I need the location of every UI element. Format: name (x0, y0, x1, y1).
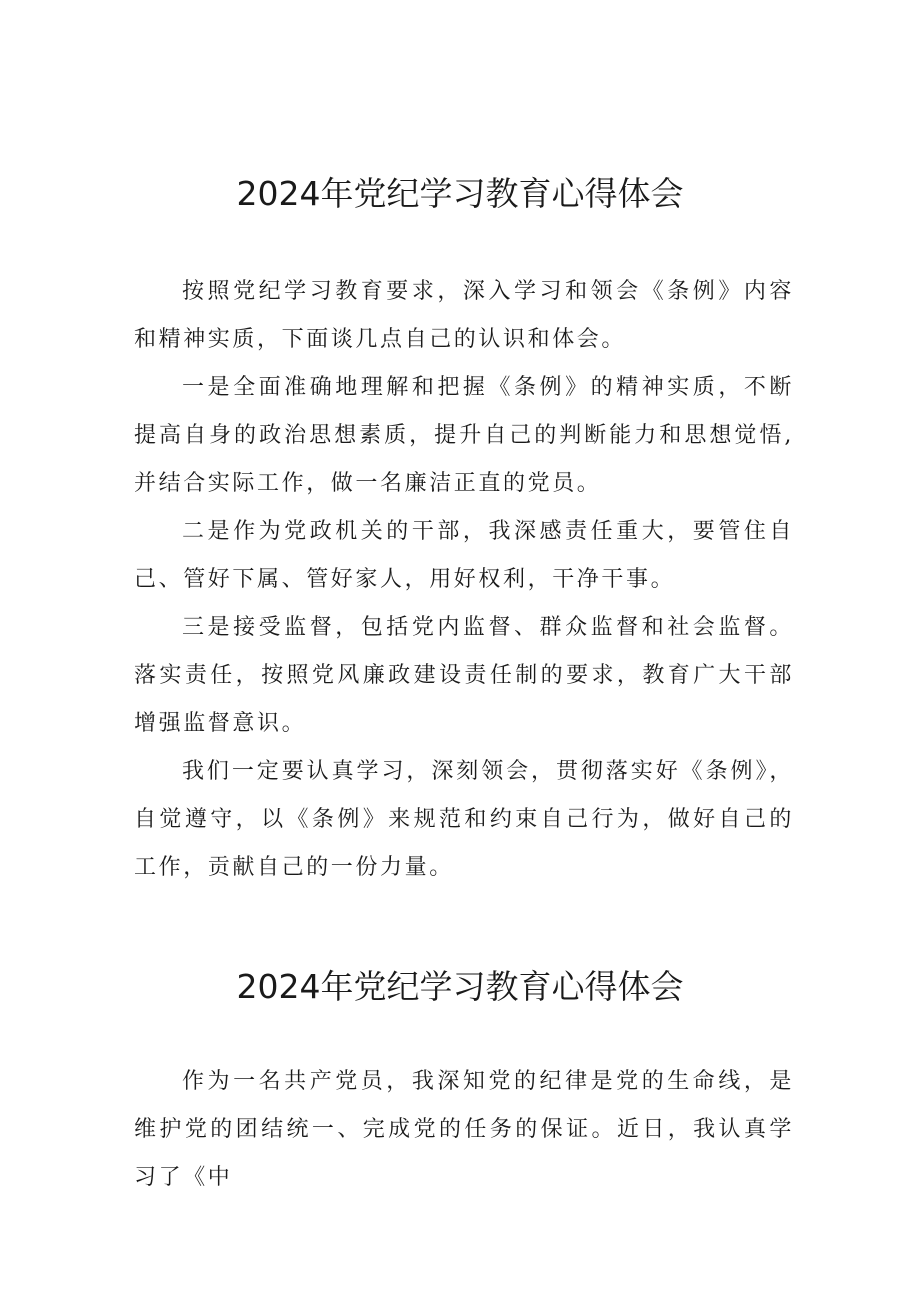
paragraph: 一是全面准确地理解和把握《条例》的精神实质，不断提高自身的政治思想素质，提升自己的判断能力和思想觉悟,并结合实际工作，做一名廉洁正直的党员。 (134, 375, 794, 496)
paragraph: 我们一定要认真学习，深刻领会，贯彻落实好《条例》，自觉遵守，以《条例》来规范和约束自己行为，做好自己的工作，贡献自己的一份力量。 (134, 759, 794, 880)
section-title: 2024年党纪学习教育心得体会 (236, 967, 684, 1006)
section-title: 2024年党纪学习教育心得体会 (236, 174, 684, 213)
paragraph: 按照党纪学习教育要求，深入学习和领会《条例》内容和精神实质，下面谈几点自己的认识和体会。 (134, 279, 794, 352)
paragraph: 二是作为党政机关的干部，我深感责任重大，要管住自己、管好下属、管好家人，用好权利，干净干事。 (134, 519, 794, 592)
paragraph: 三是接受监督，包括党内监督、群众监督和社会监督。落实责任，按照党风廉政建设责任制的要求，教育广大干部增强监督意识。 (134, 615, 794, 736)
paragraph: 作为一名共产党员，我深知党的纪律是党的生命线，是维护党的团结统一、完成党的任务的保证。近日，我认真学习了《中 (134, 1069, 794, 1190)
